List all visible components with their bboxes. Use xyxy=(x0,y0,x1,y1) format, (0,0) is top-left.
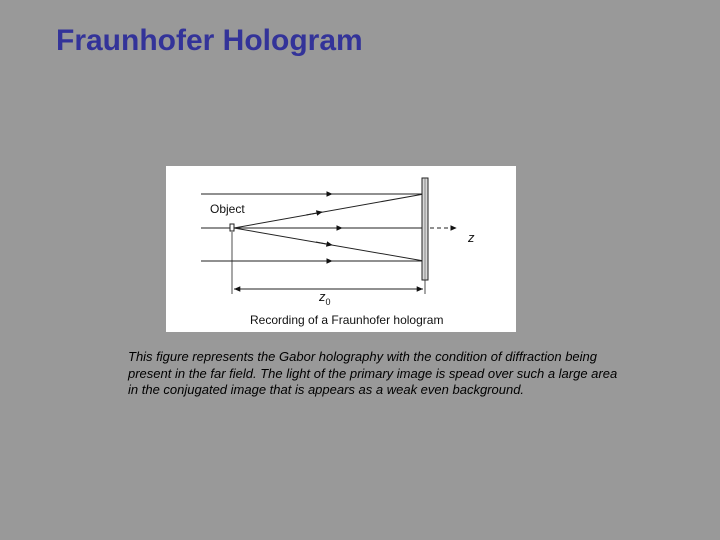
distance-label-subscript: 0 xyxy=(325,297,331,307)
object-marker xyxy=(230,224,234,231)
diffracted-ray-upper xyxy=(234,194,424,228)
distance-label xyxy=(318,289,331,307)
diffracted-ray-upper-arrow xyxy=(306,212,322,215)
figure-caption: Recording of a Fraunhofer hologram xyxy=(250,313,444,327)
hologram-diagram xyxy=(166,166,516,332)
diffracted-ray-lower-arrow xyxy=(316,242,332,245)
distance-label-main: z xyxy=(319,289,326,304)
z-axis-label: z xyxy=(468,230,475,245)
slide-title: Fraunhofer Hologram xyxy=(56,24,363,57)
object-label: Object xyxy=(210,202,245,216)
hologram-figure xyxy=(166,166,516,332)
slide-caption: This figure represents the Gabor holography with the condition of diffraction being present in the far field. The light of the primary image is spead over such a large area in the conjugated image that is appears as a weak even background. xyxy=(128,349,618,397)
